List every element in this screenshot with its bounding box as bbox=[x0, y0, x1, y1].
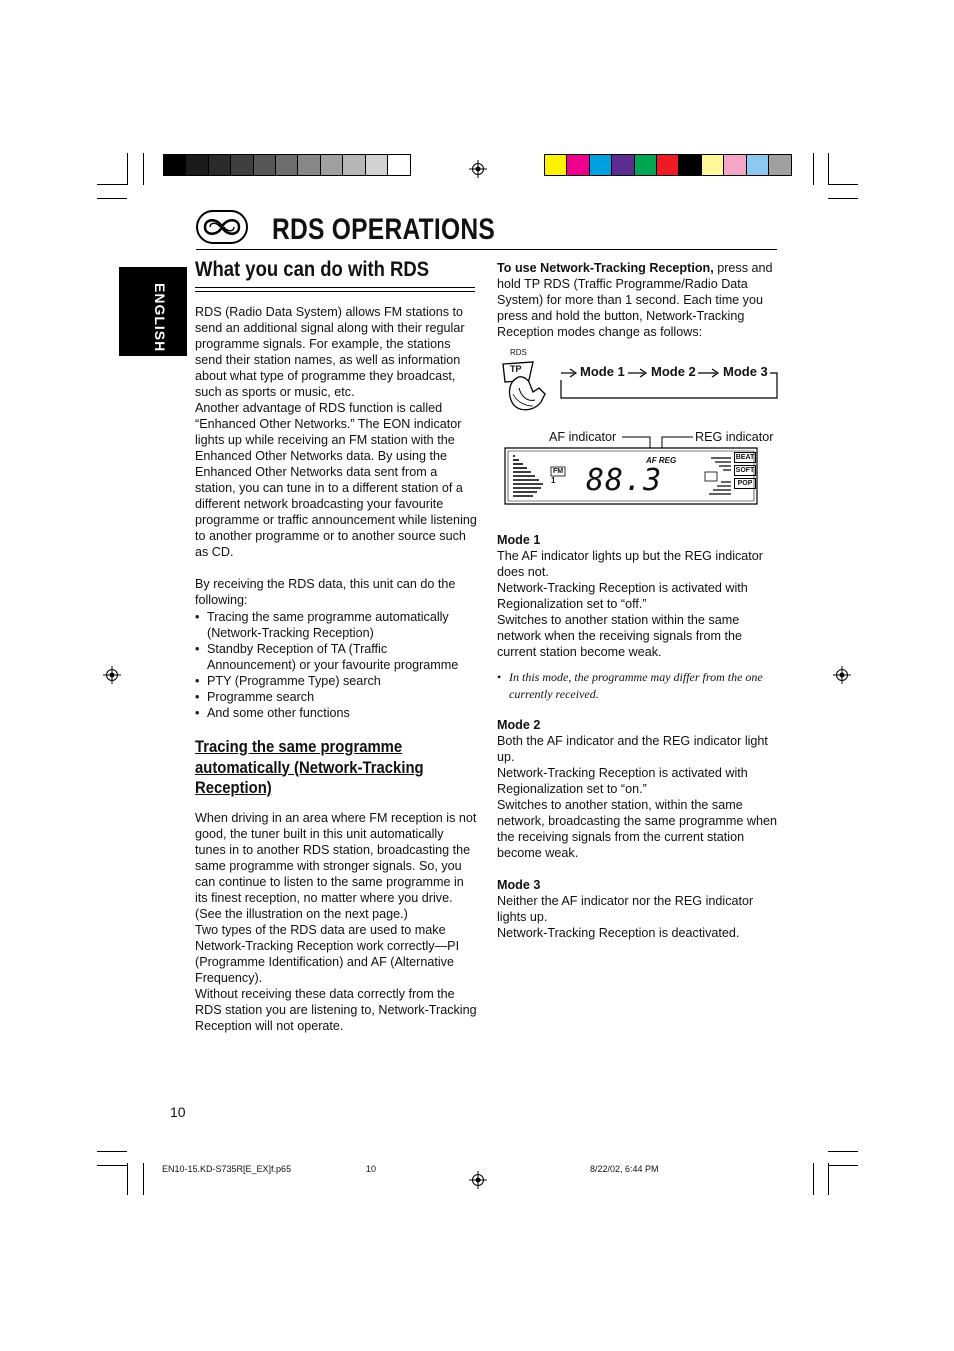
page-number: 10 bbox=[170, 1104, 186, 1120]
heading-double-rule bbox=[195, 287, 475, 292]
tracing-paragraph: Two types of the RDS data are used to make Network-Tracking Reception work correctly—PI (Programme Identification) and AF (Alternative Frequency). bbox=[195, 922, 460, 985]
mode1-text: Network-Tracking Reception is activated with Regionalization set to “off.” bbox=[497, 581, 748, 611]
grayscale-swatch bbox=[366, 155, 388, 175]
mode3-text: Network-Tracking Reception is deactivated. bbox=[497, 926, 740, 940]
af-indicator-label: AF indicator bbox=[549, 430, 617, 444]
sound-mode-pop: POP bbox=[734, 478, 756, 489]
intro-paragraph: RDS (Radio Data System) allows FM stations to send an additional signal along with their regular programme signals. For example, the stations send their station names, as well as information about what type of programme they broadcast, such as sports or music, etc. bbox=[195, 305, 465, 399]
color-swatch bbox=[679, 155, 701, 175]
sound-mode-soft: SOFT bbox=[735, 467, 755, 474]
page-title: RDS OPERATIONS bbox=[272, 213, 496, 246]
grayscale-swatch bbox=[321, 155, 343, 175]
grayscale-swatch bbox=[388, 155, 410, 175]
registration-mark-icon bbox=[833, 666, 851, 684]
tp-button-label: TP bbox=[510, 364, 522, 374]
list-item: • Tracing the same programme automatically (Network-Tracking Reception) bbox=[195, 609, 477, 641]
mode3-text: Neither the AF indicator nor the REG indicator lights up. bbox=[497, 894, 754, 924]
grayscale-swatch bbox=[276, 155, 298, 175]
tp-rds-button-icon bbox=[499, 358, 547, 412]
list-item: • Programme search bbox=[195, 689, 477, 705]
grayscale-swatch bbox=[231, 155, 253, 175]
footer-sheet-number: 10 bbox=[366, 1164, 377, 1174]
color-swatch bbox=[567, 155, 589, 175]
eon-paragraph: Another advantage of RDS function is called “Enhanced Other Networks.” The EON indicator lights up while receiving an FM station with the Enhanced Other Networks data. By using the Enhanced Other Networks data sent from a station, you can tune in to a different station of a different network broadcasting your favourite programme or traffic announcement while listening to another programme or to another source such as CD. bbox=[195, 401, 477, 559]
grayscale-swatch bbox=[164, 155, 186, 175]
display-af-reg: AF REG bbox=[646, 456, 677, 465]
mode1-note: • In this mode, the programme may differ from the one currently received. bbox=[497, 669, 771, 703]
mode1-title: Mode 1 bbox=[497, 533, 541, 547]
mode2-title: Mode 2 bbox=[497, 718, 541, 732]
tracing-paragraph: Without receiving these data correctly from the RDS station you are listening to, Network-Tracking Reception will not operate. bbox=[195, 986, 477, 1033]
mode-flow-3: Mode 3 bbox=[723, 364, 768, 379]
color-bar-strip bbox=[544, 154, 792, 176]
left-column bbox=[195, 256, 477, 1034]
display-preset: 1 bbox=[551, 476, 556, 485]
grayscale-swatch bbox=[298, 155, 320, 175]
footer-date-time: 8/22/02, 6:44 PM bbox=[590, 1164, 659, 1174]
color-swatch bbox=[747, 155, 769, 175]
features-list bbox=[195, 609, 477, 721]
grayscale-swatch bbox=[186, 155, 208, 175]
color-swatch bbox=[657, 155, 679, 175]
mode2-text: Both the AF indicator and the REG indicator light up. bbox=[497, 734, 768, 764]
modes-section bbox=[497, 532, 779, 941]
mode3-title: Mode 3 bbox=[497, 878, 541, 892]
footer-file-name: EN10-15.KD-S735R[E_EX]f.p65 bbox=[162, 1164, 292, 1174]
list-item: • PTY (Programme Type) search bbox=[195, 673, 477, 689]
button-small-label: RDS bbox=[510, 348, 527, 357]
list-item: • And some other functions bbox=[195, 705, 477, 721]
list-item: • Standby Reception of TA (Traffic Announcement) or your favourite programme bbox=[195, 641, 477, 673]
color-swatch bbox=[769, 155, 791, 175]
sound-mode-beat: BEAT bbox=[735, 454, 755, 461]
color-swatch bbox=[635, 155, 657, 175]
language-label: ENGLISH bbox=[152, 283, 168, 353]
mode1-text: Switches to another station within the same network when the receiving signals from the current station become weak. bbox=[497, 613, 743, 659]
registration-mark-icon bbox=[469, 160, 487, 178]
color-swatch bbox=[612, 155, 634, 175]
color-swatch bbox=[545, 155, 567, 175]
mode2-text: Switches to another station, within the same network, broadcasting the same programme when the receiving signals from the current station become weak. bbox=[497, 798, 778, 860]
title-rule bbox=[196, 249, 777, 250]
mode-flow-1: Mode 1 bbox=[580, 364, 625, 379]
registration-mark-icon bbox=[103, 666, 121, 684]
rds-logo-icon bbox=[196, 210, 248, 244]
display-band: FM bbox=[553, 468, 564, 475]
lead-text: press and hold TP RDS (Traffic Programme/Radio Data System) for more than 1 second. Each time you press and hold the button, Network-Tracking Reception modes change as follows: bbox=[497, 261, 773, 339]
grayscale-swatch bbox=[254, 155, 276, 175]
language-tab bbox=[119, 267, 187, 356]
tracing-paragraph: When driving in an area where FM reception is not good, the tuner built in this unit automatically tunes in to another RDS station, broadcasting the same programme with stronger signals. So, you can continue to listen to the same programme in its finest reception, no matter where you drive. bbox=[195, 810, 477, 905]
lead-bold: To use Network-Tracking Reception, bbox=[497, 261, 714, 275]
mode1-text: The AF indicator lights up but the REG indicator does not. bbox=[497, 549, 764, 579]
display-frequency: 88.3 bbox=[586, 463, 663, 498]
features-intro: By receiving the RDS data, this unit can do the following: bbox=[195, 577, 456, 607]
display-sound-buttons bbox=[734, 452, 756, 489]
color-swatch bbox=[590, 155, 612, 175]
lead-paragraph bbox=[497, 260, 779, 340]
section-heading: What you can do with RDS bbox=[195, 258, 430, 281]
color-swatch bbox=[724, 155, 746, 175]
mode-flow-2: Mode 2 bbox=[651, 364, 696, 379]
tracing-see-illustration: (See the illustration on the next page.) bbox=[195, 906, 408, 921]
mode2-text: Network-Tracking Reception is activated with Regionalization set to “on.” bbox=[497, 766, 748, 796]
subsection-heading: Tracing the same programme automatically (Network-Tracking Reception) bbox=[195, 738, 424, 797]
registration-mark-icon bbox=[469, 1171, 487, 1189]
grayscale-swatch bbox=[209, 155, 231, 175]
grayscale-swatch bbox=[343, 155, 365, 175]
color-swatch bbox=[702, 155, 724, 175]
grayscale-strip bbox=[163, 154, 411, 176]
reg-indicator-label: REG indicator bbox=[695, 430, 774, 444]
